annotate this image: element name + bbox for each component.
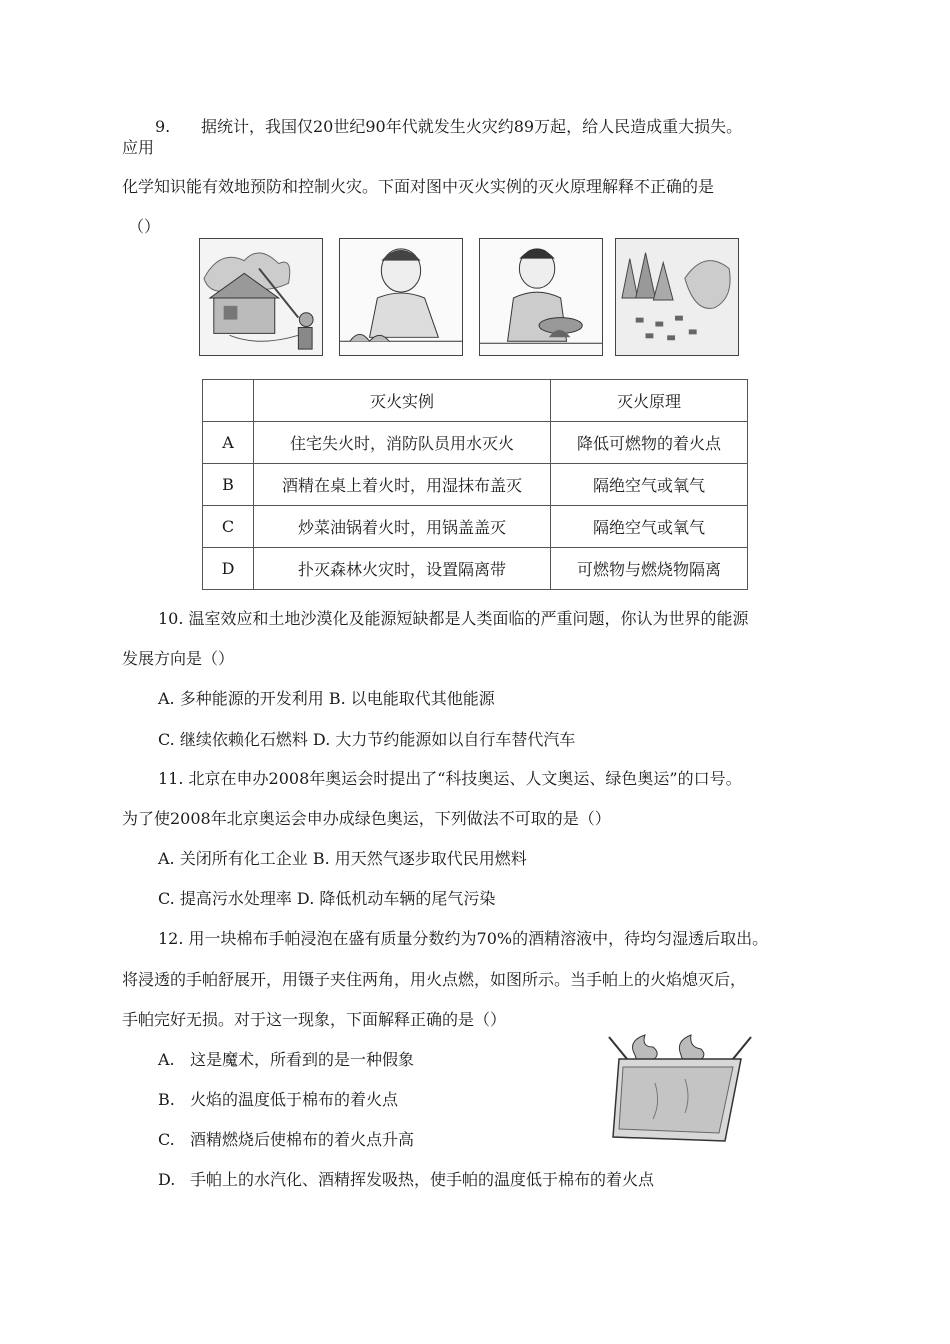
- q12-line-3: 手帕完好无损。对于这一现象，下面解释正确的是（）: [122, 1010, 507, 1029]
- table-cell: C: [203, 506, 254, 548]
- table-row: [203, 506, 748, 548]
- extinguish-table: [202, 379, 748, 590]
- house-fire-icon: [199, 238, 323, 356]
- q9-number: 9.: [155, 117, 171, 136]
- q12-option-d: D. 手帕上的水汽化、酒精挥发吸热，使手帕的温度低于棉布的着火点: [158, 1170, 655, 1189]
- table-cell: D: [203, 548, 254, 590]
- q10-line-2: 发展方向是（）: [122, 649, 235, 668]
- q9-line-3: 化学知识能有效地预防和控制火灾。下面对图中灭火实例的灭火原理解释不正确的是: [122, 177, 715, 196]
- q11-options-cd: C. 提高污水处理率 D. 降低机动车辆的尾气污染: [158, 889, 496, 908]
- table-row: [203, 548, 748, 590]
- q9-line-1: 9. 据统计，我国仅20世纪90年代就发生火灾约89万起，给人民造成重大损失。: [155, 117, 743, 136]
- table-cell: 可燃物与燃烧物隔离: [551, 548, 748, 590]
- table-cell: 住宅失火时，消防队员用水灭火: [254, 422, 551, 464]
- table-cell: 隔绝空气或氧气: [551, 506, 748, 548]
- table-cell: A: [203, 422, 254, 464]
- pan-fire-icon: [479, 238, 603, 356]
- table-header-row: [203, 380, 748, 422]
- q11-options-ab: A. 关闭所有化工企业 B. 用天然气逐步取代民用燃料: [158, 849, 527, 868]
- table-header-cell: 灭火实例: [254, 380, 551, 422]
- table-header-cell: [203, 380, 254, 422]
- handkerchief-fire-icon: [605, 1033, 755, 1145]
- table-header-cell: 灭火原理: [551, 380, 748, 422]
- table-cell: B: [203, 464, 254, 506]
- table-cell: 隔绝空气或氧气: [551, 464, 748, 506]
- q12-option-c: C. 酒精燃烧后使棉布的着火点升高: [158, 1130, 415, 1149]
- table-fire-icon: [339, 238, 463, 356]
- q12-option-b: B. 火焰的温度低于棉布的着火点: [158, 1090, 399, 1109]
- table-row: [203, 464, 748, 506]
- q12-option-a: A. 这是魔术，所看到的是一种假象: [158, 1050, 415, 1069]
- q12-line-2: 将浸透的手帕舒展开，用镊子夹住两角，用火点燃，如图所示。当手帕上的火焰熄灭后，: [122, 970, 747, 989]
- q11-line-2: 为了使2008年北京奥运会申办成绿色奥运，下列做法不可取的是（）: [122, 809, 611, 828]
- q10-options-ab: A. 多种能源的开发利用 B. 以电能取代其他能源: [158, 689, 495, 708]
- forest-fire-icon: [615, 238, 739, 356]
- q11-line-1: 11. 北京在申办2008年奥运会时提出了“科技奥运、人文奥运、绿色奥运”的口号。: [158, 769, 742, 788]
- q9-line-4: （）: [128, 217, 161, 236]
- table-cell: 炒菜油锅着火时，用锅盖盖灭: [254, 506, 551, 548]
- table-cell: 扑灭森林火灾时，设置隔离带: [254, 548, 551, 590]
- table-cell: 酒精在桌上着火时，用湿抹布盖灭: [254, 464, 551, 506]
- table-row: [203, 422, 748, 464]
- q10-line-1: 10. 温室效应和土地沙漠化及能源短缺都是人类面临的严重问题，你认为世界的能源: [158, 609, 749, 628]
- q9-line-2: 应用: [122, 138, 155, 157]
- table-cell: 降低可燃物的着火点: [551, 422, 748, 464]
- q12-line-1: 12. 用一块棉布手帕浸泡在盛有质量分数约为70%的酒精溶液中，待均匀湿透后取出。: [158, 929, 769, 948]
- q10-options-cd: C. 继续依赖化石燃料 D. 大力节约能源如以自行车替代汽车: [158, 730, 576, 749]
